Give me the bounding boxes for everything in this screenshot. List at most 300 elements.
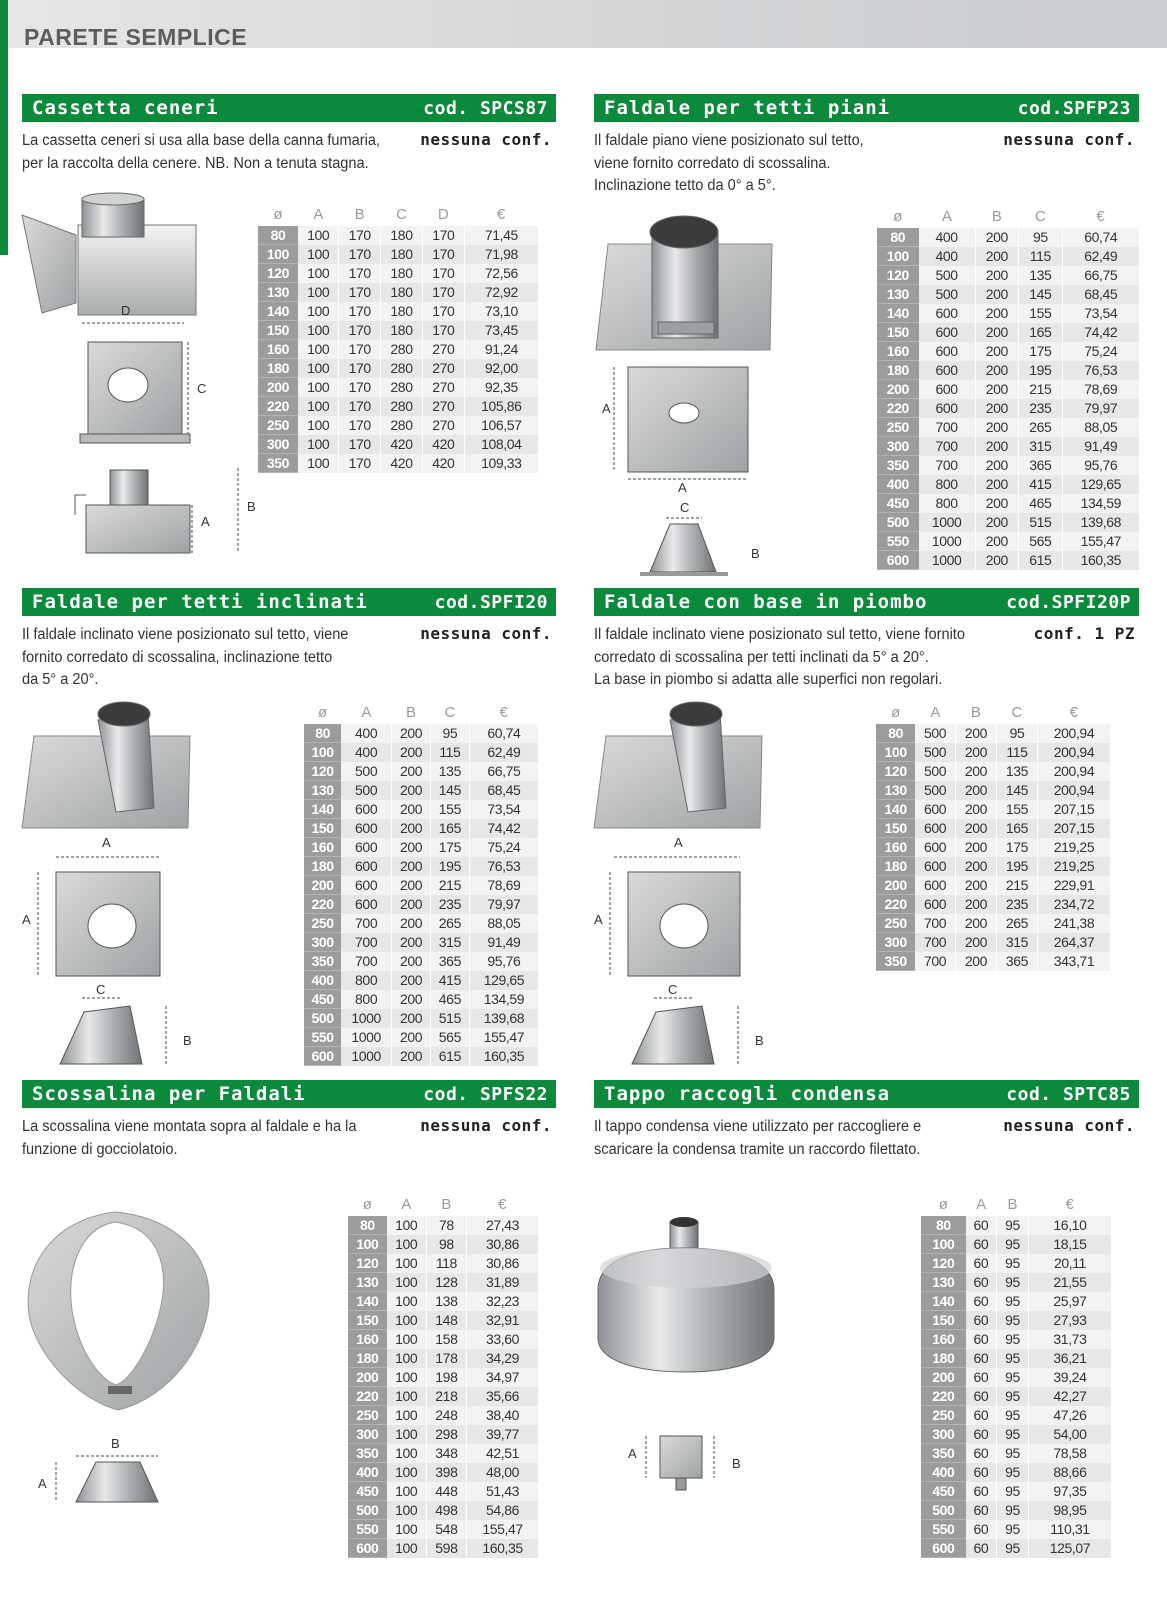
table-row [877, 475, 1139, 494]
diameter-cell: 450 [877, 494, 919, 513]
diameter-cell: 100 [877, 247, 919, 266]
table-cell: 615 [1019, 551, 1063, 570]
table-cell: 62,49 [1062, 247, 1139, 266]
table-cell: 88,05 [469, 914, 538, 933]
table-cell: 600 [919, 380, 975, 399]
table-cell: 36,21 [1028, 1349, 1111, 1368]
table-cell: 280 [381, 416, 423, 435]
table-cell: 200 [975, 228, 1019, 247]
column-header: B [406, 703, 417, 721]
table-cell: 75,24 [469, 838, 538, 857]
diameter-cell: 120 [876, 762, 915, 781]
table-cell: 800 [919, 494, 975, 513]
diameter-cell: 160 [877, 342, 919, 361]
table-cell: 600 [341, 800, 391, 819]
dim-label: A [594, 912, 603, 927]
table-header-row [348, 1192, 538, 1216]
dim-label: A [678, 480, 687, 495]
table-cell: 200,94 [1037, 743, 1110, 762]
table-cell: 100 [387, 1216, 427, 1235]
table-row [304, 1028, 538, 1047]
table-cell: 95 [997, 1216, 1029, 1235]
table-cell: 51,43 [467, 1482, 538, 1501]
diameter-cell: 80 [921, 1216, 966, 1235]
diameter-cell: 400 [921, 1463, 966, 1482]
diameter-cell: 250 [348, 1406, 387, 1425]
table-cell: 215 [996, 876, 1037, 895]
product-illustration [594, 1210, 794, 1510]
table-cell: 200 [975, 532, 1019, 551]
diameter-cell: 130 [877, 285, 919, 304]
page-title: PARETE SEMPLICE [24, 24, 248, 50]
table-row [921, 1539, 1111, 1558]
table-cell: 109,33 [464, 454, 538, 473]
diameter-cell: 200 [921, 1368, 966, 1387]
table-cell: 241,38 [1037, 914, 1110, 933]
diameter-cell: 140 [348, 1292, 387, 1311]
table-cell: 60 [966, 1330, 997, 1349]
diameter-cell: 300 [876, 933, 915, 952]
table-cell: 95 [997, 1520, 1029, 1539]
diameter-cell: 140 [876, 800, 915, 819]
column-header: ø [318, 703, 328, 721]
table-row [304, 914, 538, 933]
table-cell: 270 [422, 378, 464, 397]
table-cell: 500 [341, 762, 391, 781]
column-header: ø [891, 703, 901, 721]
table-cell: 134,59 [469, 990, 538, 1009]
product-code: cod. SPCS87 [423, 97, 548, 119]
desc-line: per la raccolta della cenere. NB. Non a tenuta stagna. [22, 154, 369, 172]
table-cell: 200 [975, 399, 1019, 418]
table-cell: 195 [430, 857, 469, 876]
diameter-cell: 100 [921, 1235, 966, 1254]
table-row [348, 1311, 538, 1330]
table-row [348, 1254, 538, 1273]
diameter-cell: 200 [258, 378, 298, 397]
table-row [876, 743, 1110, 762]
column-header: ø [938, 1195, 948, 1213]
table-cell: 200 [392, 724, 431, 743]
diameter-cell: 150 [877, 323, 919, 342]
section-header [22, 1080, 556, 1108]
table-row [876, 819, 1110, 838]
table-cell: 270 [422, 397, 464, 416]
table-cell: 515 [1019, 513, 1063, 532]
table-row [876, 762, 1110, 781]
table-cell: 700 [341, 914, 391, 933]
column-header: C [1011, 703, 1023, 721]
diameter-cell: 500 [304, 1009, 341, 1028]
diameter-cell: 220 [921, 1387, 966, 1406]
diameter-cell: 100 [876, 743, 915, 762]
section-faldale-tetti-piani [594, 94, 1139, 194]
diameter-cell: 130 [876, 781, 915, 800]
table-row [348, 1216, 538, 1235]
table-cell: 200 [392, 819, 431, 838]
table-cell: 1000 [919, 513, 975, 532]
table-cell: 600 [919, 323, 975, 342]
table-cell: 229,91 [1037, 876, 1110, 895]
table-row [304, 857, 538, 876]
table-cell: 465 [1019, 494, 1063, 513]
packaging-conf: nessuna conf. [420, 624, 552, 643]
table-cell: 170 [339, 302, 381, 321]
table-cell: 234,72 [1037, 895, 1110, 914]
table-cell: 100 [298, 283, 339, 302]
table-cell: 315 [1019, 437, 1063, 456]
table-row [348, 1368, 538, 1387]
table-row [258, 264, 538, 283]
table-cell: 200 [392, 895, 431, 914]
table-cell: 92,35 [464, 378, 538, 397]
table-cell: 60,74 [469, 724, 538, 743]
table-cell: 264,37 [1037, 933, 1110, 952]
table-cell: 280 [381, 397, 423, 416]
section-header [594, 1080, 1139, 1108]
table-cell: 95 [997, 1292, 1029, 1311]
column-header: ø [362, 1195, 372, 1213]
table-cell: 170 [422, 321, 464, 340]
table-row [348, 1501, 538, 1520]
table-cell: 88,66 [1028, 1463, 1111, 1482]
diameter-cell: 400 [304, 971, 341, 990]
section-header [594, 94, 1139, 122]
dim-label: A [102, 835, 111, 850]
diameter-cell: 160 [348, 1330, 387, 1349]
table-cell: 91,49 [1062, 437, 1139, 456]
table-row [304, 743, 538, 762]
table-cell: 615 [430, 1047, 469, 1066]
column-header: A [401, 1195, 412, 1213]
table-cell: 139,68 [1062, 513, 1139, 532]
table-cell: 600 [915, 838, 955, 857]
diameter-cell: 400 [348, 1463, 387, 1482]
dim-label: B [183, 1033, 192, 1048]
table-cell: 200 [955, 762, 996, 781]
table-cell: 219,25 [1037, 857, 1110, 876]
table-cell: 448 [426, 1482, 466, 1501]
table-cell: 700 [919, 418, 975, 437]
table-cell: 95 [997, 1235, 1029, 1254]
table-cell: 145 [996, 781, 1037, 800]
table-cell: 498 [426, 1501, 466, 1520]
table-cell: 700 [915, 914, 955, 933]
table-cell: 400 [341, 724, 391, 743]
table-cell: 95 [997, 1501, 1029, 1520]
table-cell: 73,10 [464, 302, 538, 321]
table-cell: 95 [997, 1330, 1029, 1349]
section-title: Scossalina per Faldali [32, 1083, 306, 1105]
table-cell: 100 [387, 1273, 427, 1292]
table-cell: 128 [426, 1273, 466, 1292]
table-row [921, 1330, 1111, 1349]
table-cell: 365 [996, 952, 1037, 971]
dim-label: A [602, 401, 611, 416]
table-cell: 200 [392, 800, 431, 819]
table-cell: 32,91 [467, 1311, 538, 1330]
table-row [876, 838, 1110, 857]
diameter-cell: 150 [876, 819, 915, 838]
table-cell: 100 [298, 321, 339, 340]
table-cell: 100 [298, 397, 339, 416]
table-cell: 265 [996, 914, 1037, 933]
table-cell: 270 [422, 340, 464, 359]
table-row [921, 1406, 1111, 1425]
table-cell: 215 [1019, 380, 1063, 399]
table-cell: 129,65 [469, 971, 538, 990]
diameter-cell: 450 [304, 990, 341, 1009]
table-row [258, 283, 538, 302]
column-header: A [930, 703, 941, 721]
table-cell: 115 [1019, 247, 1063, 266]
section-header [594, 588, 1139, 616]
table-cell: 100 [387, 1292, 427, 1311]
table-cell: 95 [1019, 228, 1063, 247]
table-cell: 100 [298, 264, 339, 283]
diameter-cell: 250 [877, 418, 919, 437]
section-cassetta-ceneri [22, 94, 556, 172]
packaging-conf: nessuna conf. [420, 130, 552, 149]
table-row [877, 304, 1139, 323]
table-cell: 95 [997, 1463, 1029, 1482]
table-cell: 110,31 [1028, 1520, 1111, 1539]
table-cell: 100 [387, 1539, 427, 1558]
section-description [594, 1116, 951, 1161]
table-cell: 270 [422, 416, 464, 435]
table-cell: 1000 [341, 1028, 391, 1047]
table-cell: 155 [996, 800, 1037, 819]
diameter-cell: 300 [921, 1425, 966, 1444]
table-row [348, 1387, 538, 1406]
diameter-cell: 180 [921, 1349, 966, 1368]
table-header-row [258, 202, 538, 226]
table-cell: 1000 [341, 1009, 391, 1028]
table-cell: 74,42 [469, 819, 538, 838]
table-cell: 170 [339, 397, 381, 416]
product-illustration [20, 1210, 220, 1510]
table-cell: 170 [422, 283, 464, 302]
table-cell: 200 [392, 952, 431, 971]
table-cell: 500 [915, 762, 955, 781]
table-cell: 400 [919, 228, 975, 247]
table-row [921, 1482, 1111, 1501]
dim-label: B [755, 1033, 764, 1048]
table-cell: 398 [426, 1463, 466, 1482]
table-cell: 200,94 [1037, 762, 1110, 781]
table-cell: 78,69 [1062, 380, 1139, 399]
table-cell: 298 [426, 1425, 466, 1444]
dim-label: C [680, 500, 690, 515]
dim-label: A [201, 514, 210, 529]
table-cell: 200 [392, 990, 431, 1009]
table-cell: 79,97 [1062, 399, 1139, 418]
table-cell: 78,69 [469, 876, 538, 895]
table-cell: 170 [422, 245, 464, 264]
diameter-cell: 200 [877, 380, 919, 399]
table-cell: 62,49 [469, 743, 538, 762]
table-cell: 100 [298, 416, 339, 435]
table-row [921, 1273, 1111, 1292]
diameter-cell: 130 [258, 283, 298, 302]
section-title: Cassetta ceneri [32, 97, 219, 119]
table-cell: 95 [996, 724, 1037, 743]
desc-line: Il tappo condensa viene utilizzato per raccogliere e [594, 1118, 922, 1135]
table-cell: 170 [339, 226, 381, 245]
diameter-cell: 150 [258, 321, 298, 340]
table-cell: 600 [919, 399, 975, 418]
table-row [877, 399, 1139, 418]
table-cell: 27,93 [1028, 1311, 1111, 1330]
table-cell: 365 [430, 952, 469, 971]
diameter-cell: 600 [921, 1539, 966, 1558]
table-row [921, 1368, 1111, 1387]
desc-line: fornito corredato di scossalina, inclinazione tetto [22, 648, 333, 666]
table-cell: 195 [1019, 361, 1063, 380]
column-header: A [361, 703, 372, 721]
diameter-cell: 160 [258, 340, 298, 359]
desc-line: La scossalina viene montata sopra al faldale e ha la [22, 1118, 357, 1135]
table-cell: 600 [919, 304, 975, 323]
table-cell: 200 [975, 551, 1019, 570]
diameter-cell: 350 [921, 1444, 966, 1463]
table-cell: 95 [997, 1444, 1029, 1463]
diameter-cell: 160 [304, 838, 341, 857]
table-row [876, 800, 1110, 819]
diameter-cell: 200 [304, 876, 341, 895]
table-cell: 200 [975, 304, 1019, 323]
table-cell: 73,54 [469, 800, 538, 819]
desc-line: Il faldale piano viene posizionato sul tetto, [594, 132, 864, 149]
table-row [877, 285, 1139, 304]
table-cell: 200 [975, 475, 1019, 494]
table-cell: 170 [339, 283, 381, 302]
price-table [921, 1192, 1111, 1558]
diameter-cell: 120 [348, 1254, 387, 1273]
table-cell: 145 [1019, 285, 1063, 304]
table-cell: 100 [298, 226, 339, 245]
table-cell: 60,74 [1062, 228, 1139, 247]
diameter-cell: 80 [876, 724, 915, 743]
dim-label: A [674, 835, 683, 850]
column-header: B [991, 207, 1002, 225]
table-cell: 280 [381, 359, 423, 378]
table-cell: 100 [387, 1311, 427, 1330]
table-cell: 215 [430, 876, 469, 895]
table-cell: 420 [381, 454, 423, 473]
diameter-cell: 600 [877, 551, 919, 570]
section-faldale-tetti-inclinati [22, 588, 556, 688]
table-cell: 200 [392, 762, 431, 781]
table-cell: 315 [430, 933, 469, 952]
table-cell: 200 [955, 819, 996, 838]
dim-label: B [732, 1456, 741, 1471]
table-cell: 265 [430, 914, 469, 933]
table-row [348, 1349, 538, 1368]
table-cell: 600 [915, 800, 955, 819]
column-header: C [396, 205, 407, 223]
table-header-row [304, 700, 538, 724]
diameter-cell: 300 [258, 435, 298, 454]
packaging-conf: nessuna conf. [420, 1116, 552, 1135]
table-cell: 700 [341, 933, 391, 952]
table-row [348, 1406, 538, 1425]
table-cell: 200 [975, 342, 1019, 361]
table-cell: 170 [339, 264, 381, 283]
table-cell: 138 [426, 1292, 466, 1311]
packaging-conf: nessuna conf. [1003, 130, 1135, 149]
table-cell: 100 [298, 245, 339, 264]
table-cell: 30,86 [467, 1235, 538, 1254]
table-cell: 31,89 [467, 1273, 538, 1292]
diameter-cell: 350 [348, 1444, 387, 1463]
table-row [921, 1463, 1111, 1482]
table-cell: 160,35 [467, 1539, 538, 1558]
table-cell: 180 [381, 302, 423, 321]
table-cell: 600 [341, 895, 391, 914]
diameter-cell: 140 [304, 800, 341, 819]
table-cell: 600 [915, 895, 955, 914]
table-cell: 91,24 [464, 340, 538, 359]
table-cell: 200 [975, 361, 1019, 380]
table-row [304, 933, 538, 952]
diameter-cell: 180 [877, 361, 919, 380]
table-cell: 42,51 [467, 1444, 538, 1463]
table-cell: 118 [426, 1254, 466, 1273]
table-cell: 165 [996, 819, 1037, 838]
table-row [304, 895, 538, 914]
table-cell: 72,56 [464, 264, 538, 283]
table-cell: 100 [387, 1406, 427, 1425]
diameter-cell: 100 [258, 245, 298, 264]
table-header-row [876, 700, 1110, 724]
table-cell: 33,60 [467, 1330, 538, 1349]
table-row [877, 361, 1139, 380]
table-row [877, 437, 1139, 456]
table-cell: 98 [426, 1235, 466, 1254]
table-cell: 79,97 [469, 895, 538, 914]
table-cell: 91,49 [469, 933, 538, 952]
table-cell: 200 [392, 857, 431, 876]
table-cell: 170 [422, 302, 464, 321]
table-cell: 60 [966, 1425, 997, 1444]
column-header: ø [893, 207, 903, 225]
table-cell: 165 [430, 819, 469, 838]
table-cell: 105,86 [464, 397, 538, 416]
table-cell: 95 [997, 1425, 1029, 1444]
diameter-cell: 100 [304, 743, 341, 762]
table-row [348, 1482, 538, 1501]
table-cell: 16,10 [1028, 1216, 1111, 1235]
table-row [258, 340, 538, 359]
table-cell: 100 [298, 340, 339, 359]
desc-line: La cassetta ceneri si usa alla base della canna fumaria, [22, 132, 380, 149]
table-row [304, 781, 538, 800]
table-cell: 548 [426, 1520, 466, 1539]
table-cell: 100 [387, 1520, 427, 1539]
table-cell: 155,47 [1062, 532, 1139, 551]
column-header: € [498, 1195, 507, 1213]
table-cell: 100 [387, 1368, 427, 1387]
table-cell: 76,53 [469, 857, 538, 876]
table-cell: 54,86 [467, 1501, 538, 1520]
table-cell: 170 [339, 340, 381, 359]
product-illustration [592, 700, 792, 1100]
table-cell: 270 [422, 359, 464, 378]
column-header: A [976, 1195, 987, 1213]
column-header: B [970, 703, 981, 721]
table-cell: 207,15 [1037, 819, 1110, 838]
